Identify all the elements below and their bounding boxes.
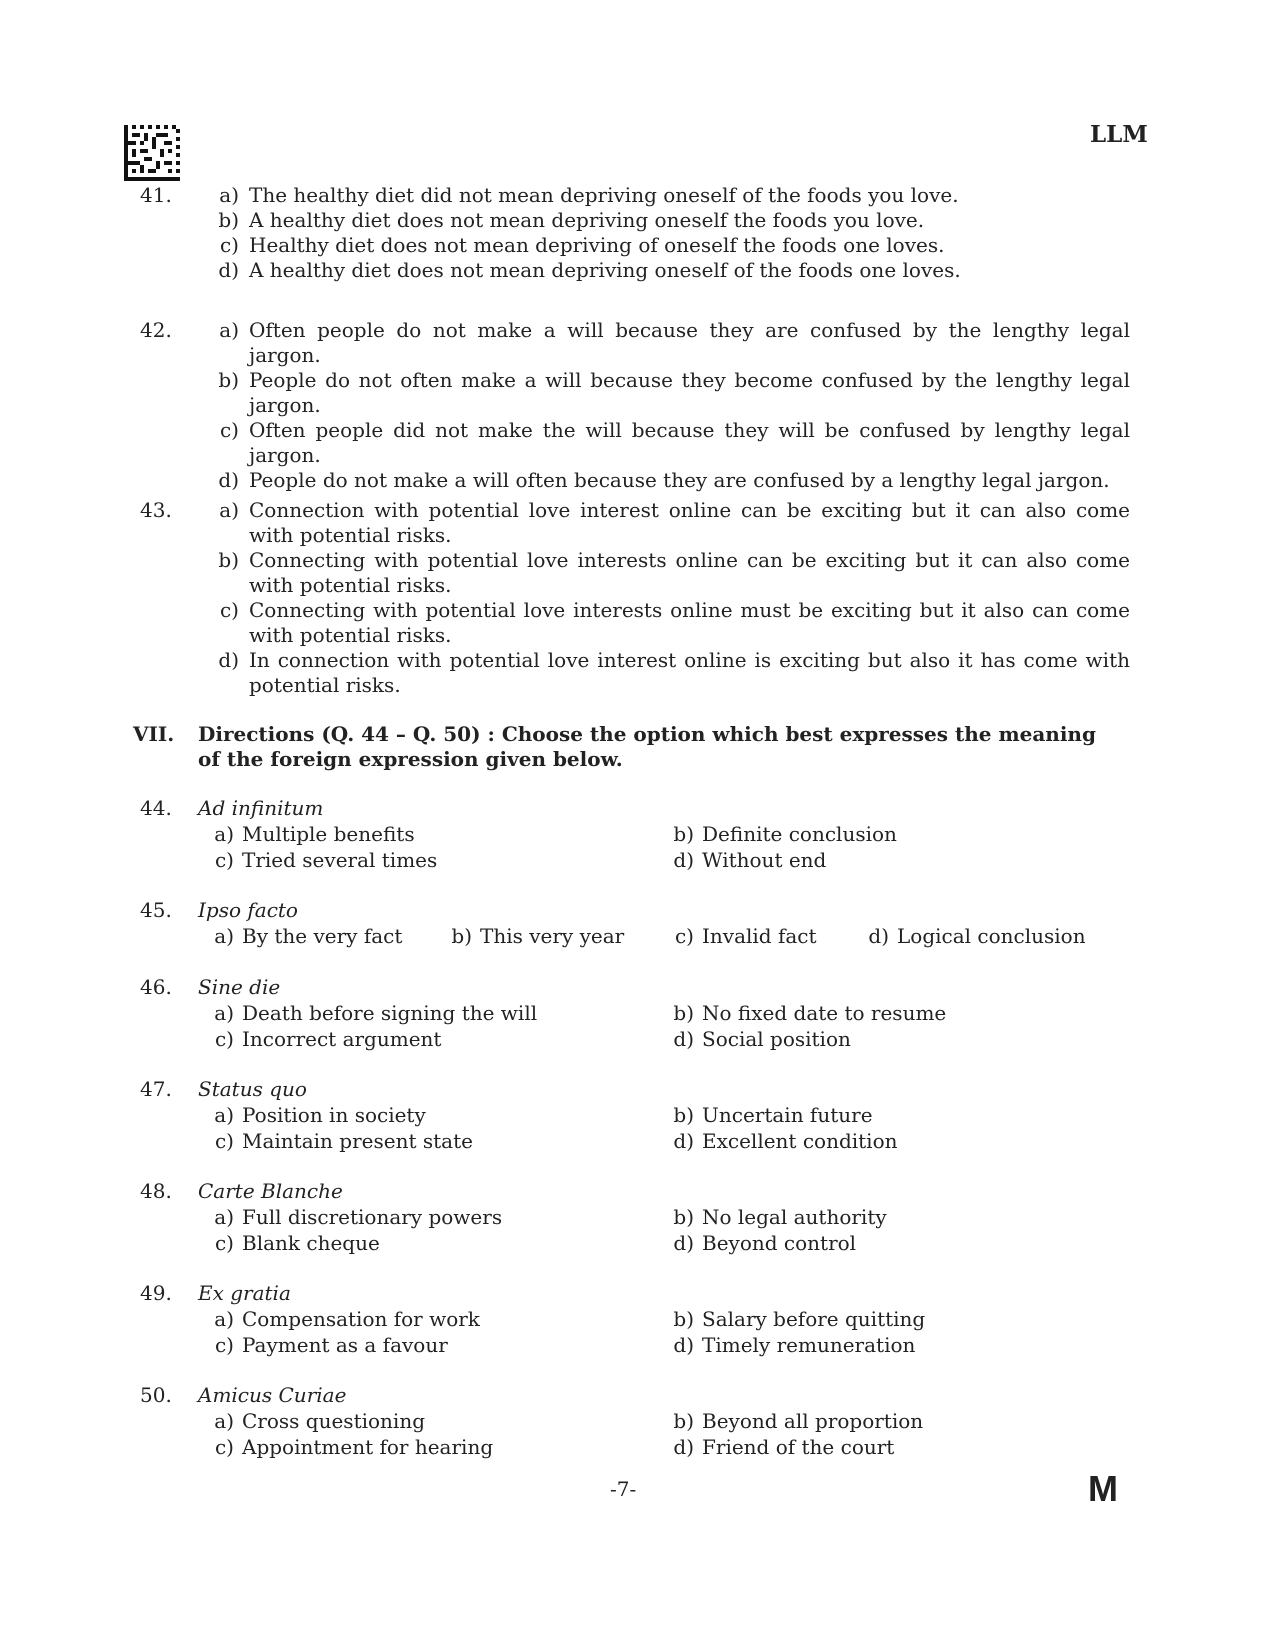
option-d: d) In connection with potential love interest online is exciting but also it has come with potential risks. xyxy=(218,648,1130,697)
option-d: d) Social position xyxy=(673,1027,851,1051)
question-number: 45. xyxy=(140,898,172,922)
option-a: a) Connection with potential love interest online can be exciting but it can also come with potential risks. xyxy=(219,498,1130,547)
booklet-set-code: M xyxy=(1088,1468,1118,1509)
option-d: d) Friend of the court xyxy=(673,1435,895,1459)
option-a: a) Position in society xyxy=(214,1103,426,1127)
option-b: b) Uncertain future xyxy=(673,1103,873,1127)
question-45 xyxy=(140,897,1140,949)
option-b: b) This very year xyxy=(451,924,625,948)
question-48 xyxy=(140,1178,1140,1256)
option-c: c) Incorrect argument xyxy=(214,1027,442,1051)
option-a: a) Often people do not make a will because they are confused by the lengthy legal jargon. xyxy=(219,318,1130,367)
foreign-expression: Amicus Curiae xyxy=(198,1383,347,1407)
question-number: 44. xyxy=(140,796,172,820)
option-c: c) Connecting with potential love interests online must be exciting but it also can come with potential risks. xyxy=(219,598,1130,647)
option-a: a) By the very fact xyxy=(214,924,403,948)
option-a: a) Full discretionary powers xyxy=(214,1205,503,1229)
question-44 xyxy=(140,795,1140,873)
option-b: b) Salary before quitting xyxy=(673,1307,926,1331)
option-c: c) Maintain present state xyxy=(214,1129,473,1153)
option-d: d) Excellent condition xyxy=(673,1129,898,1153)
option-c: c) Appointment for hearing xyxy=(214,1435,494,1459)
foreign-expression: Sine die xyxy=(198,975,281,999)
option-d: d) Beyond control xyxy=(673,1231,857,1255)
question-49 xyxy=(140,1280,1140,1358)
question-number: 42. xyxy=(140,318,172,342)
option-a: a) Cross questioning xyxy=(214,1409,426,1433)
foreign-expression: Carte Blanche xyxy=(198,1179,343,1203)
section-directions xyxy=(133,722,1113,772)
question-50 xyxy=(140,1382,1140,1460)
question-number: 49. xyxy=(140,1281,172,1305)
question-42 xyxy=(130,318,1130,493)
option-d: d) People do not make a will often because they are confused by a lengthy legal jargon. xyxy=(218,468,1110,492)
option-a: a) Compensation for work xyxy=(214,1307,480,1331)
option-a: a) The healthy diet did not mean depriving oneself of the foods you love. xyxy=(219,183,959,207)
option-c: c) Tried several times xyxy=(214,848,438,872)
option-d: d) Logical conclusion xyxy=(868,924,1086,948)
option-c: c) Healthy diet does not mean depriving of oneself the foods one loves. xyxy=(219,233,945,257)
foreign-expression: Ex gratia xyxy=(198,1281,291,1305)
question-41 xyxy=(130,183,1130,283)
option-a: a) Death before signing the will xyxy=(214,1001,538,1025)
option-b: b) No legal authority xyxy=(673,1205,887,1229)
question-number: 43. xyxy=(140,498,172,522)
data-matrix-barcode xyxy=(124,125,180,181)
option-c: c) Invalid fact xyxy=(674,924,817,948)
question-number: 47. xyxy=(140,1077,172,1101)
option-d: d) Timely remuneration xyxy=(673,1333,916,1357)
question-47 xyxy=(140,1076,1140,1154)
question-46 xyxy=(140,974,1140,1052)
option-c: c) Blank cheque xyxy=(214,1231,380,1255)
option-a: a) Multiple benefits xyxy=(214,822,415,846)
question-number: 41. xyxy=(140,183,172,207)
option-b: b) No fixed date to resume xyxy=(673,1001,947,1025)
option-b: b) A healthy diet does not mean depriving oneself the foods you love. xyxy=(218,208,925,232)
question-number: 50. xyxy=(140,1383,172,1407)
foreign-expression: Ipso facto xyxy=(198,898,298,922)
option-b: b) Beyond all proportion xyxy=(673,1409,924,1433)
foreign-expression: Ad infinitum xyxy=(198,796,324,820)
option-b: b) Connecting with potential love interests online can be exciting but it can also come with potential risks. xyxy=(218,548,1130,597)
question-43 xyxy=(130,498,1130,698)
option-b: b) Definite conclusion xyxy=(673,822,897,846)
option-c: c) Payment as a favour xyxy=(214,1333,448,1357)
foreign-expression: Status quo xyxy=(198,1077,307,1101)
paper-code: LLM xyxy=(1090,121,1148,148)
question-number: 48. xyxy=(140,1179,172,1203)
page-number: -7- xyxy=(610,1477,637,1501)
question-number: 46. xyxy=(140,975,172,999)
option-c: c) Often people did not make the will because they will be confused by lengthy legal jargon. xyxy=(219,418,1130,467)
option-d: d) Without end xyxy=(673,848,827,872)
option-d: d) A healthy diet does not mean depriving oneself of the foods one loves. xyxy=(218,258,961,282)
option-b: b) People do not often make a will because they become confused by the lengthy legal jargon. xyxy=(218,368,1130,417)
section-number: VII. xyxy=(133,722,175,746)
section-instructions: Directions (Q. 44 – Q. 50) : Choose the option which best expresses the meaning of the foreign expression given below. xyxy=(198,722,1096,771)
